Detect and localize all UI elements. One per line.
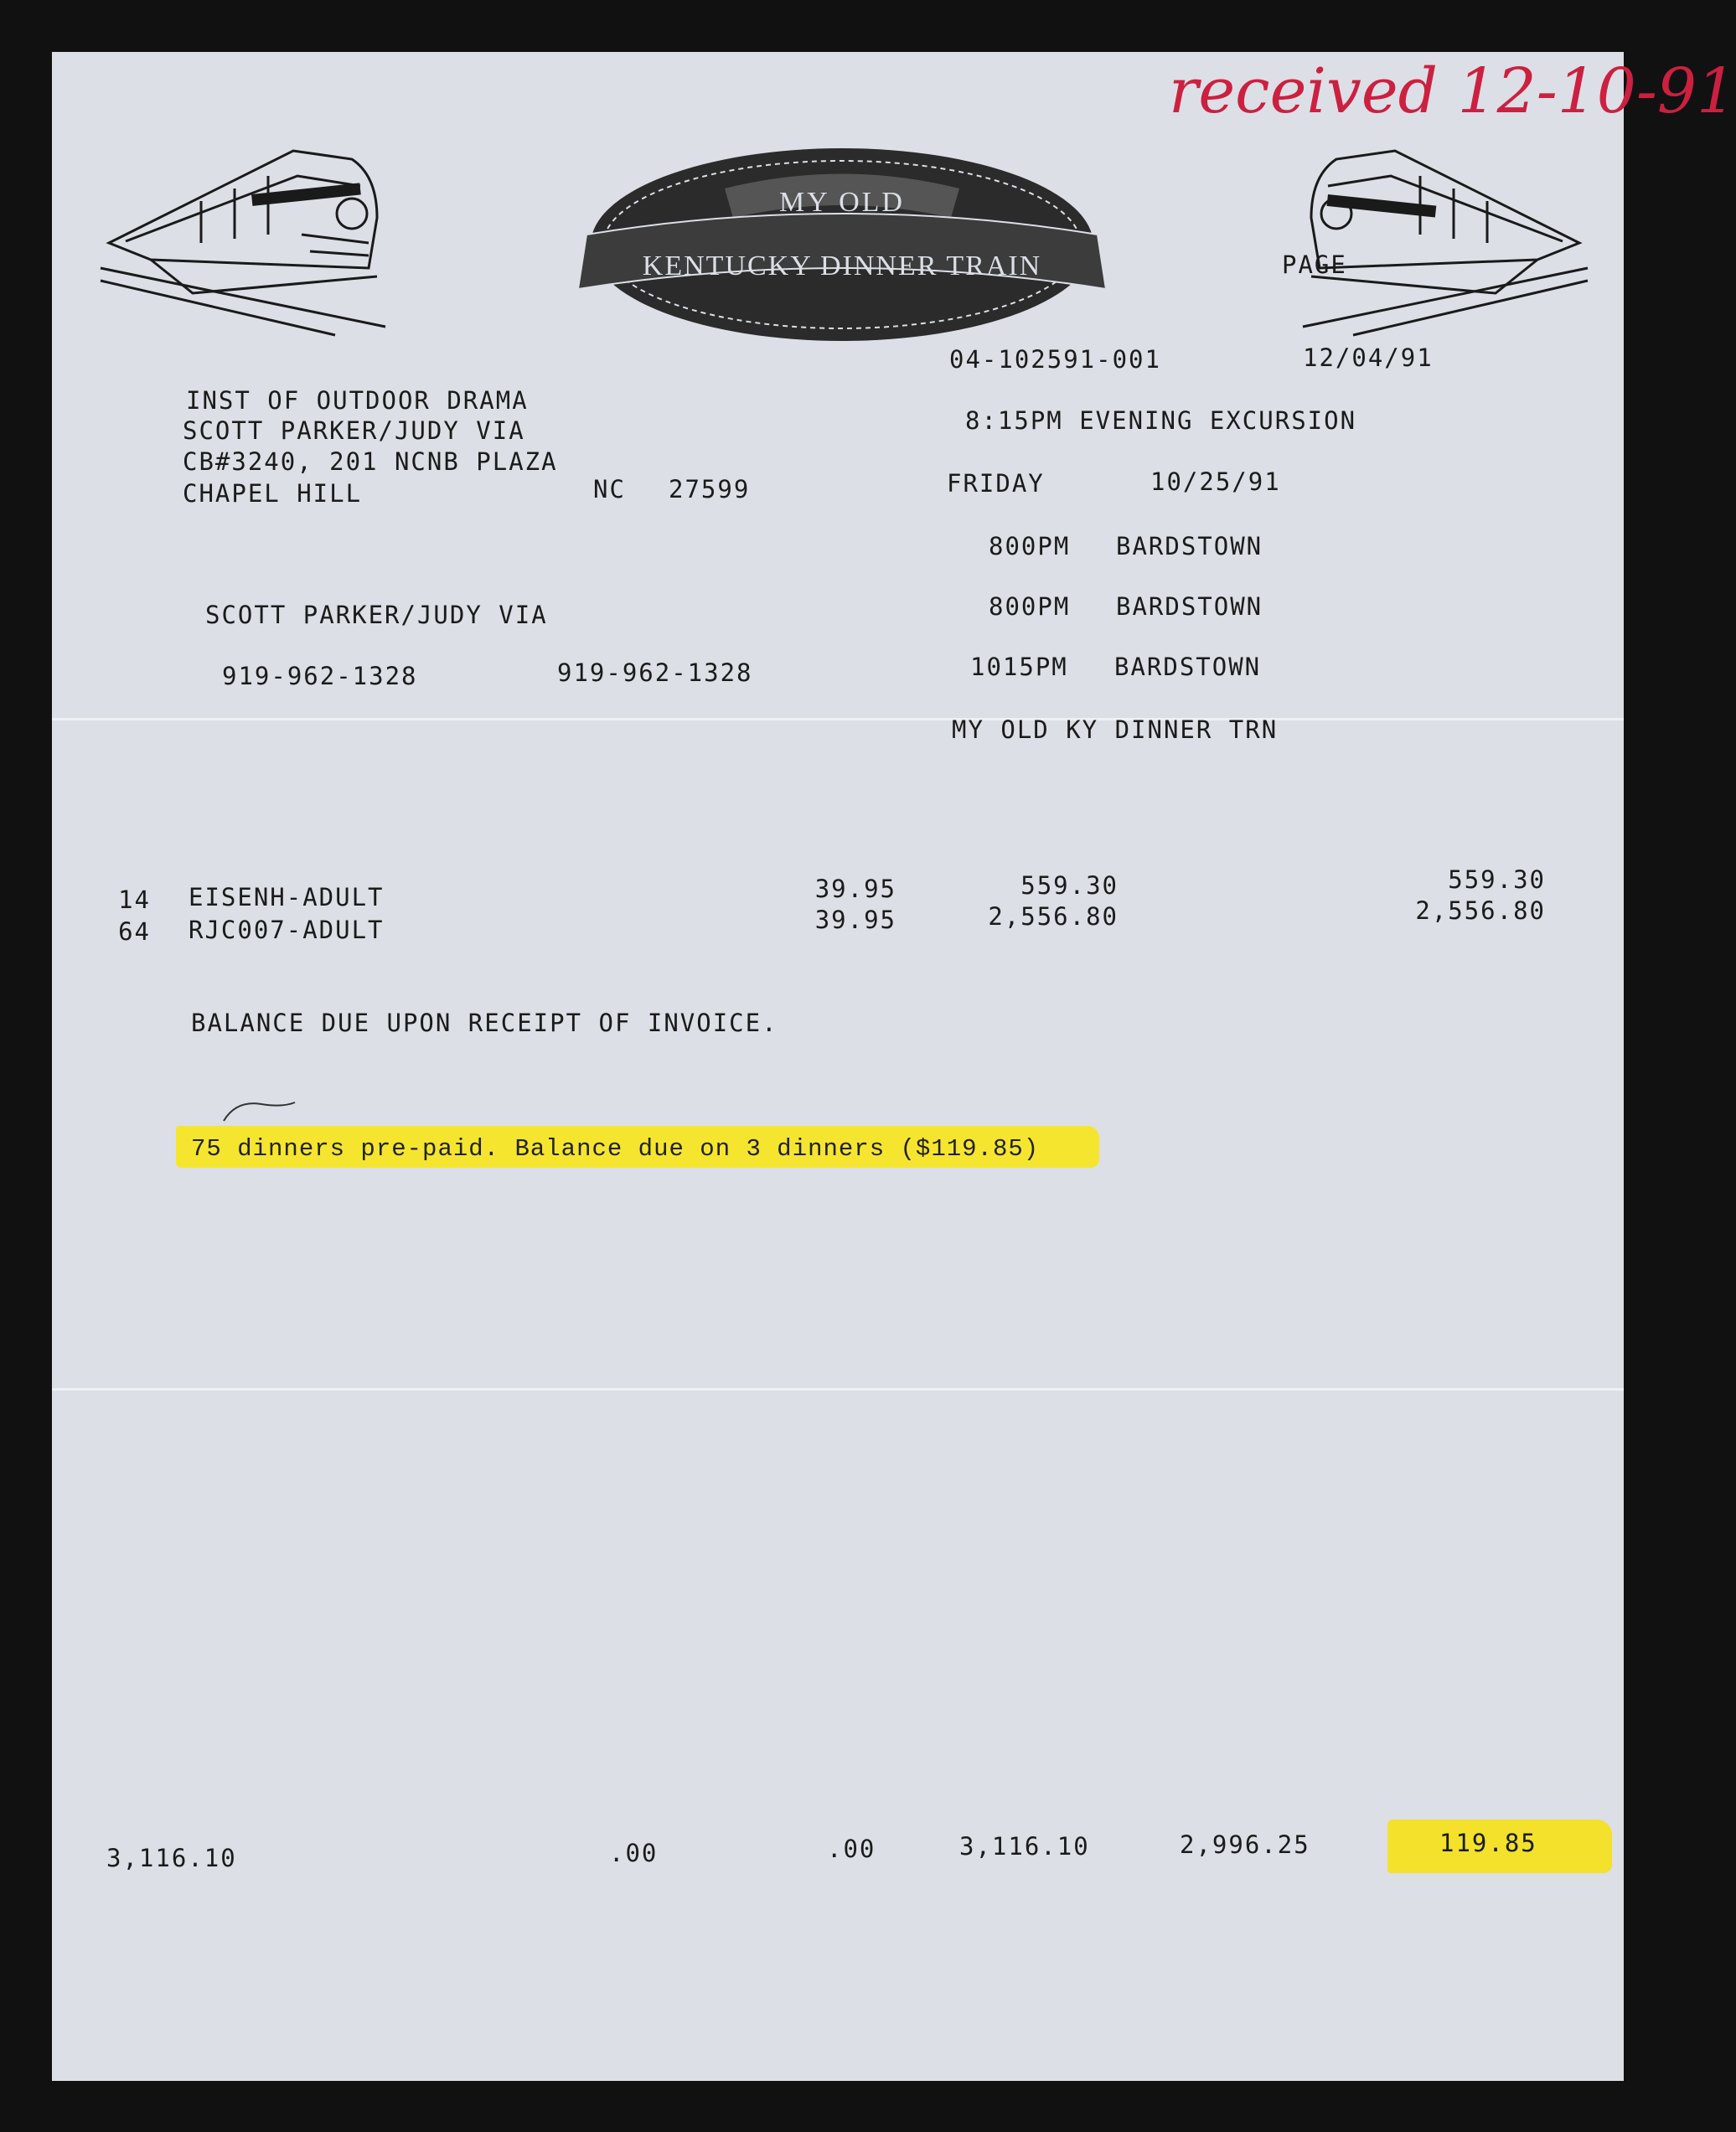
total-3: .00 bbox=[827, 1835, 876, 1863]
schedule-place: BARDSTOWN bbox=[1116, 592, 1263, 621]
total-2: .00 bbox=[609, 1839, 659, 1867]
line-total: 2,556.80 bbox=[1415, 896, 1546, 925]
total-amount: 3,116.10 bbox=[106, 1844, 237, 1872]
event-venue: MY OLD KY DINNER TRN bbox=[952, 715, 1279, 744]
balance-due: 119.85 bbox=[1439, 1829, 1537, 1857]
received-handwriting: received 12-10-91 bbox=[1169, 55, 1736, 127]
company-logo bbox=[570, 142, 1114, 348]
invoice-date: 12/04/91 bbox=[1303, 343, 1434, 372]
phone-1: 919-962-1328 bbox=[222, 662, 418, 690]
logo-top-text: MY OLD bbox=[779, 187, 905, 218]
contact-name: SCOTT PARKER/JUDY VIA bbox=[205, 601, 548, 629]
bill-to-zip: 27599 bbox=[669, 475, 751, 503]
bill-to-line2: SCOTT PARKER/JUDY VIA bbox=[183, 416, 525, 445]
pen-mark bbox=[220, 1096, 303, 1129]
prepaid-note: 75 dinners pre-paid. Balance due on 3 dinners ($119.85) bbox=[191, 1135, 1040, 1163]
logo-bottom-text: KENTUCKY DINNER TRAIN bbox=[642, 250, 1042, 281]
line-code: RJC007-ADULT bbox=[189, 916, 385, 944]
schedule-time: 800PM bbox=[989, 592, 1071, 621]
event-day: FRIDAY bbox=[947, 469, 1045, 498]
total-4: 3,116.10 bbox=[959, 1832, 1090, 1861]
prepaid-note-highlight bbox=[176, 1126, 1099, 1168]
line-code: EISENH-ADULT bbox=[189, 883, 385, 911]
train-left-icon bbox=[101, 142, 385, 335]
fold-line bbox=[52, 1388, 1624, 1391]
event-date: 10/25/91 bbox=[1150, 467, 1281, 496]
bill-to-line1: INST OF OUTDOOR DRAMA bbox=[186, 386, 529, 415]
bill-to-line3: CB#3240, 201 NCNB PLAZA bbox=[183, 447, 558, 476]
schedule-time: 1015PM bbox=[970, 653, 1068, 681]
page-label: PAGE bbox=[1282, 250, 1347, 279]
line-qty: 14 bbox=[118, 885, 151, 914]
bill-to-city: CHAPEL HILL bbox=[183, 479, 363, 508]
line-amount: 2,556.80 bbox=[988, 902, 1119, 931]
line-price: 39.95 bbox=[814, 875, 896, 903]
payment-terms: BALANCE DUE UPON RECEIPT OF INVOICE. bbox=[191, 1009, 778, 1037]
total-5: 2,996.25 bbox=[1180, 1830, 1310, 1859]
bill-to-state: NC bbox=[593, 475, 626, 503]
line-qty: 64 bbox=[118, 917, 151, 946]
line-amount: 559.30 bbox=[1020, 871, 1119, 900]
line-price: 39.95 bbox=[814, 906, 896, 934]
line-total: 559.30 bbox=[1448, 865, 1546, 894]
schedule-place: BARDSTOWN bbox=[1116, 532, 1263, 560]
fold-line bbox=[52, 718, 1624, 720]
schedule-time: 800PM bbox=[989, 532, 1071, 560]
schedule-place: BARDSTOWN bbox=[1114, 653, 1262, 681]
train-right-icon bbox=[1303, 142, 1588, 335]
invoice-number: 04-102591-001 bbox=[949, 345, 1161, 374]
phone-2: 919-962-1328 bbox=[557, 658, 753, 687]
event-name: 8:15PM EVENING EXCURSION bbox=[965, 406, 1357, 435]
